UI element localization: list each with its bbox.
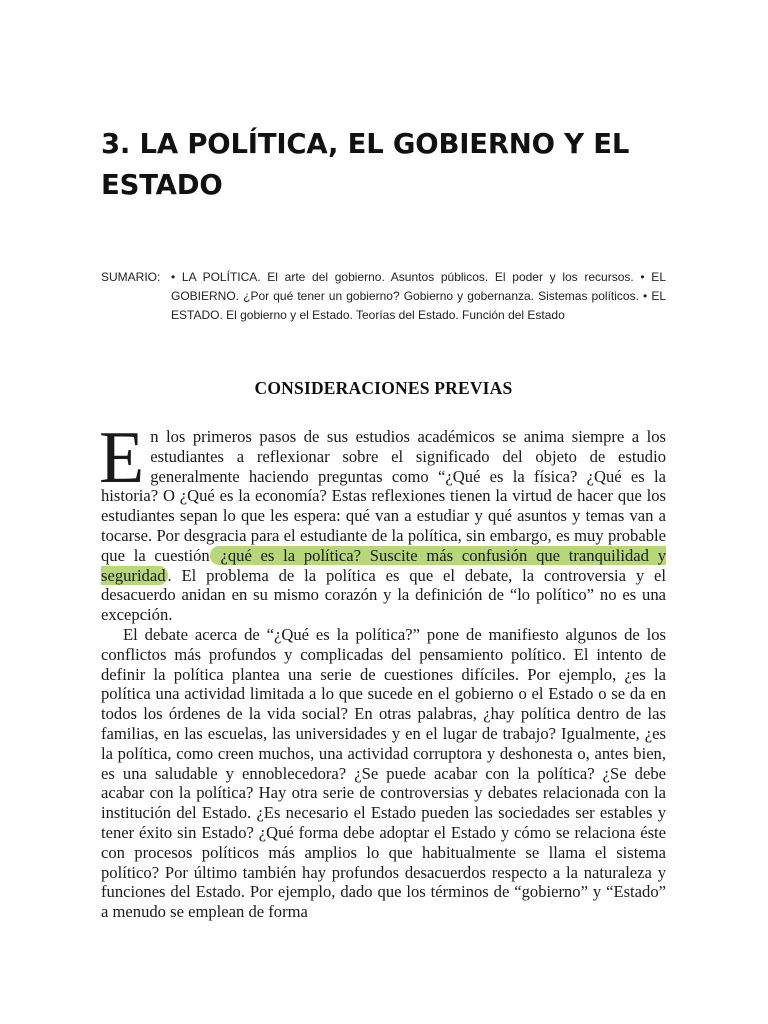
highlighted-text[interactable]: ¿qué es la política? Suscite más confusión que tranquilidad y seguridad xyxy=(101,545,667,585)
paragraph-1-text-before: n los primeros pasos de sus estudios académicos se anima siempre a los estudiantes a reflexionar sobre el significado del objeto de estudio generalmente haciendo preguntas como “¿Qué es la física? ¿Qué es la historia? O ¿Qué es la economía? Estas reflexiones tienen la virtud de hacer que los estudiantes sepan lo que les espera: qué van a estudiar y qué asuntos y temas van a tocarse. Por desgracia para el estudiante de la política, sin embargo, es muy probable que la cuestión xyxy=(101,427,666,565)
paragraph-2: El debate acerca de “¿Qué es la política?” pone de manifiesto algunos de los conflictos más profundos y complicadas del pensamiento político. El intento de definir la política plantea una serie de cuestiones difíciles. Por ejemplo, ¿es la política una actividad limitada a lo que sucede en el gobierno o el Estado o se da en todos los órdenes de la vida social? En otras palabras, ¿hay política dentro de las familias, en las escuelas, las universidades y en el lugar de trabajo? Igualmente, ¿es la política, como creen muchos, una actividad corruptora y deshonesta o, antes bien, es una saludable y ennoblecedora? ¿Se puede acabar con la política? ¿Se debe acabar con la política? Hay otra serie de controversias y debates relacionada con la institución del Estado. ¿Es necesario el Estado pueden las sociedades ser estables y tener éxito sin Estado? ¿Qué forma debe adoptar el Estado y cómo se relaciona éste con procesos políticos más amplios lo que habitualmente se llama el sistema político? Por último también hay profundos desacuerdos respecto a la naturaleza y funciones del Estado. Por ejemplo, dado que los términos de “gobierno” y “Estado” a menudo se emplean de forma xyxy=(101,624,666,922)
paragraph-1-text-after: . El problema de la política es que el debate, la controversia y el desacuerdo anidan en su mismo corazón y la definición de “lo político” no es una excepción. xyxy=(101,565,666,625)
body-text xyxy=(99,417,667,922)
chapter-title: 3. LA POLÍTICA, EL GOBIERNO Y EL ESTADO xyxy=(101,128,630,201)
summary-text: • LA POLÍTICA. El arte del gobierno. Asuntos públicos. El poder y los recursos. • EL GOBIERNO. ¿Por qué tener un gobierno? Gobierno y gobernanza. Sistemas políticos. • EL ESTADO. El gobierno y el Estado. Teorías del Estado. Función del Estado xyxy=(171,270,666,322)
drop-cap: E xyxy=(99,417,145,499)
paragraph-1 xyxy=(99,417,667,625)
section-heading: CONSIDERACIONES PREVIAS xyxy=(254,378,513,398)
chapter-summary xyxy=(101,268,666,325)
summary-label: SUMARIO: xyxy=(101,270,161,284)
